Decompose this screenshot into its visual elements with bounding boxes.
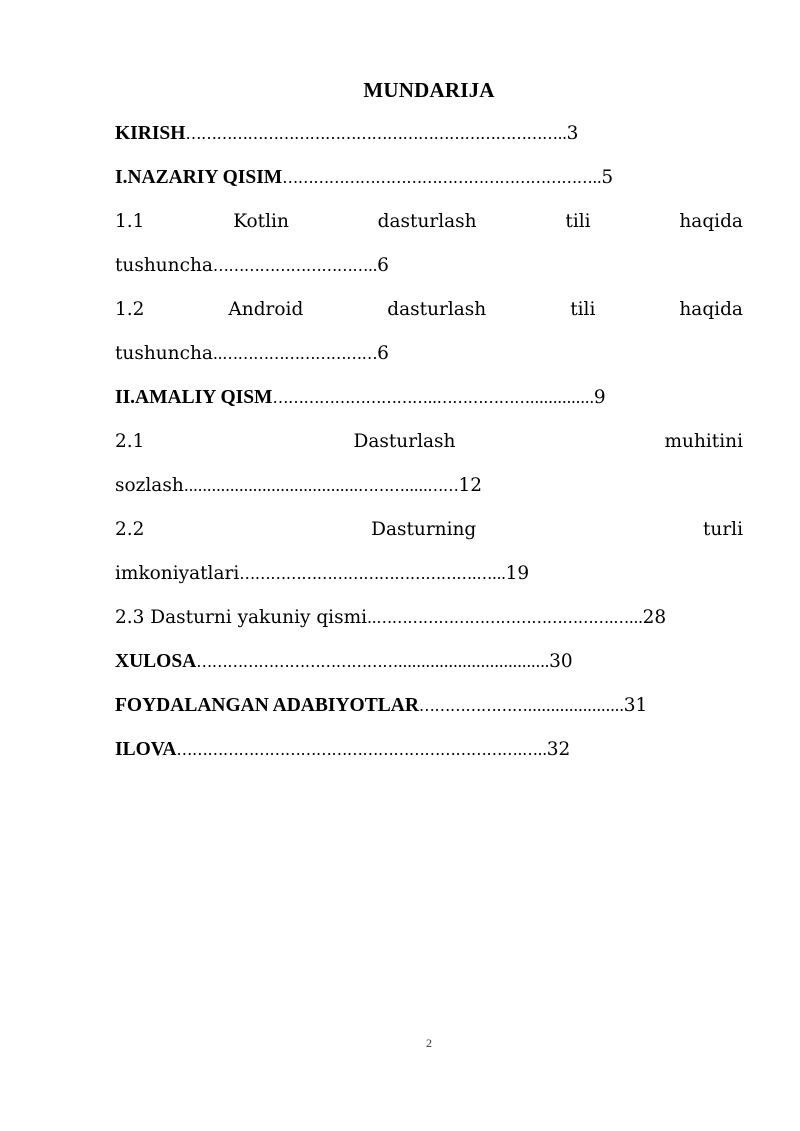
toc-page-number: 12 bbox=[458, 475, 482, 496]
toc-word: haqida bbox=[679, 299, 743, 320]
toc-label: 2.3 Dasturni yakuniy qismi bbox=[115, 607, 368, 628]
toc-leader: …………………..................... bbox=[418, 696, 624, 715]
toc-entry-1-2-line1[interactable] bbox=[115, 294, 743, 338]
toc-leader: ..……………………………………….…... bbox=[367, 608, 643, 627]
toc-entry-ilova[interactable] bbox=[115, 734, 743, 778]
toc-entry-1-1-line1[interactable] bbox=[115, 206, 743, 250]
page-number: 2 bbox=[426, 1036, 432, 1050]
toc-entry-kirish[interactable] bbox=[115, 118, 743, 162]
toc-label: XULOSA bbox=[115, 651, 197, 672]
table-of-contents bbox=[115, 118, 743, 778]
toc-entry-2-1-line2[interactable] bbox=[115, 470, 743, 514]
toc-leader: ………………………………………………………….….. bbox=[176, 740, 547, 759]
toc-entry-2-2-line2[interactable] bbox=[115, 558, 743, 602]
toc-word: Dasturlash bbox=[353, 431, 456, 452]
toc-word: 1.1 bbox=[115, 211, 145, 232]
toc-label: imkoniyatlari bbox=[115, 563, 240, 584]
toc-page-number: 9 bbox=[593, 387, 606, 408]
toc-word: tili bbox=[570, 299, 596, 320]
toc-leader: ......................................……….....…… bbox=[183, 476, 459, 495]
toc-leader: …………………………..……………….............. bbox=[272, 388, 594, 407]
toc-word: 2.1 bbox=[115, 431, 145, 452]
toc-page-number: 3 bbox=[566, 123, 579, 144]
toc-leader: ……………………………………………………………….. bbox=[185, 124, 567, 143]
toc-leader: ..………………………… bbox=[212, 344, 378, 363]
toc-page-number: 6 bbox=[377, 255, 389, 276]
toc-word: dasturlash bbox=[377, 211, 477, 232]
toc-word: 2.2 bbox=[115, 519, 145, 540]
toc-entry-nazariy-qisim[interactable] bbox=[115, 162, 743, 206]
toc-label: KIRISH bbox=[115, 123, 186, 144]
toc-word: turli bbox=[702, 519, 743, 540]
page-title: MUNDARIJA bbox=[363, 78, 495, 102]
toc-entry-foydalangan-adabiyotlar[interactable] bbox=[115, 690, 743, 734]
toc-word: tili bbox=[565, 211, 591, 232]
toc-label: I.NAZARIY QISIM bbox=[115, 167, 283, 188]
toc-entry-1-1-line2[interactable] bbox=[115, 250, 743, 294]
toc-leader: …………………………………................................. bbox=[196, 652, 550, 671]
toc-entry-2-2-line1[interactable] bbox=[115, 514, 743, 558]
toc-page-number: 19 bbox=[505, 563, 530, 584]
toc-entry-2-1-line1[interactable] bbox=[115, 426, 743, 470]
toc-label: FOYDALANGAN ADABIYOTLAR bbox=[115, 695, 419, 716]
toc-word: 1.2 bbox=[115, 299, 145, 320]
toc-entry-1-2-line2[interactable] bbox=[115, 338, 743, 382]
toc-page-number: 32 bbox=[546, 739, 571, 760]
toc-word: Kotlin bbox=[233, 211, 289, 232]
toc-word: Dasturning bbox=[371, 519, 477, 540]
toc-label: ILOVA bbox=[115, 739, 177, 760]
toc-word: haqida bbox=[679, 211, 743, 232]
toc-page-number: 28 bbox=[642, 607, 667, 628]
toc-entry-xulosa[interactable] bbox=[115, 646, 743, 690]
toc-label: II.AMALIY QISM bbox=[115, 387, 273, 408]
toc-leader: ………………………….. bbox=[212, 256, 378, 275]
toc-page-number: 30 bbox=[549, 651, 573, 672]
toc-page-number: 5 bbox=[601, 167, 614, 188]
toc-word: dasturlash bbox=[387, 299, 487, 320]
toc-entry-2-3[interactable] bbox=[115, 602, 743, 646]
toc-entry-amaliy-qism[interactable] bbox=[115, 382, 743, 426]
toc-leader: ……………………………………….…... bbox=[239, 564, 506, 583]
toc-label: tushuncha bbox=[115, 255, 213, 276]
toc-word: Android bbox=[228, 299, 304, 320]
toc-label: tushuncha bbox=[115, 343, 213, 364]
toc-word: muhitini bbox=[664, 431, 743, 452]
toc-leader: …………………………………………………….. bbox=[282, 168, 602, 187]
toc-label: sozlash bbox=[115, 475, 184, 496]
toc-page-number: 6 bbox=[377, 343, 389, 364]
toc-page-number: 31 bbox=[623, 695, 648, 716]
